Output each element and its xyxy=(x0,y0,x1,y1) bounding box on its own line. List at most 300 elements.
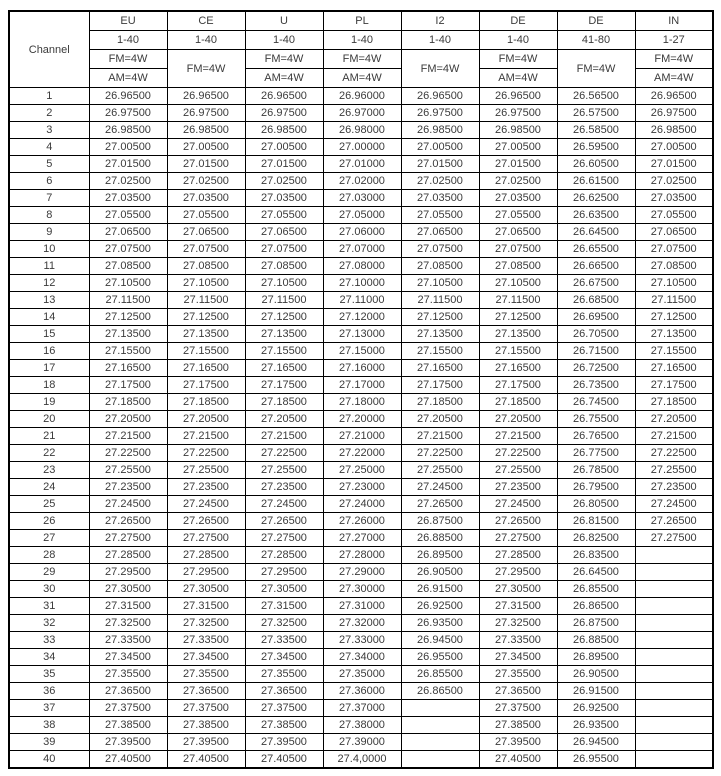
column-mode-am-0: AM=4W xyxy=(89,69,167,88)
frequency-cell: 26.76500 xyxy=(557,428,635,445)
frequency-cell: 27.27500 xyxy=(167,530,245,547)
frequency-cell: 26.59500 xyxy=(557,139,635,156)
frequency-cell: 27.21500 xyxy=(167,428,245,445)
frequency-cell: 27.17500 xyxy=(89,377,167,394)
table-row xyxy=(9,666,713,683)
frequency-cell: 27.36500 xyxy=(479,683,557,700)
table-row xyxy=(9,326,713,343)
frequency-cell: 27.01000 xyxy=(323,156,401,173)
frequency-cell: 27.03000 xyxy=(323,190,401,207)
frequency-cell: 26.75500 xyxy=(557,411,635,428)
frequency-cell: 27.17500 xyxy=(479,377,557,394)
channel-frequency-table xyxy=(8,10,714,769)
table-row xyxy=(9,156,713,173)
frequency-cell: 27.10500 xyxy=(89,275,167,292)
frequency-cell: 26.85500 xyxy=(401,666,479,683)
frequency-cell: 27.08500 xyxy=(401,258,479,275)
channel-cell: 10 xyxy=(9,241,89,258)
frequency-cell: 26.68500 xyxy=(557,292,635,309)
table-row xyxy=(9,734,713,751)
frequency-cell: 27.16500 xyxy=(401,360,479,377)
frequency-cell: 27.17500 xyxy=(635,377,713,394)
frequency-cell: 26.79500 xyxy=(557,479,635,496)
frequency-cell: 27.11500 xyxy=(167,292,245,309)
frequency-cell: 27.05500 xyxy=(167,207,245,224)
frequency-cell: 27.24500 xyxy=(479,496,557,513)
frequency-cell: 26.96500 xyxy=(401,88,479,105)
frequency-cell: 26.70500 xyxy=(557,326,635,343)
frequency-cell: 26.97000 xyxy=(323,105,401,122)
frequency-cell: 27.33500 xyxy=(479,632,557,649)
column-header-i2-4: I2 xyxy=(401,11,479,31)
frequency-cell: 27.35500 xyxy=(89,666,167,683)
frequency-cell: 26.96500 xyxy=(89,88,167,105)
frequency-cell: 26.90500 xyxy=(401,564,479,581)
frequency-cell: 26.86500 xyxy=(557,598,635,615)
frequency-cell: 27.22000 xyxy=(323,445,401,462)
frequency-cell: 27.38500 xyxy=(89,717,167,734)
frequency-cell: 26.73500 xyxy=(557,377,635,394)
channel-cell: 13 xyxy=(9,292,89,309)
column-header-de-5: DE xyxy=(479,11,557,31)
frequency-cell: 27.18000 xyxy=(323,394,401,411)
frequency-cell: 27.37500 xyxy=(245,700,323,717)
table-header xyxy=(9,11,713,88)
channel-cell: 18 xyxy=(9,377,89,394)
frequency-cell: 27.21500 xyxy=(635,428,713,445)
frequency-cell: 27.20500 xyxy=(89,411,167,428)
channel-cell: 28 xyxy=(9,547,89,564)
frequency-cell: 27.29500 xyxy=(479,564,557,581)
frequency-cell: 26.93500 xyxy=(557,717,635,734)
table-row xyxy=(9,343,713,360)
frequency-cell: 27.34500 xyxy=(245,649,323,666)
frequency-cell: 27.40500 xyxy=(89,751,167,769)
frequency-cell: 27.27500 xyxy=(89,530,167,547)
frequency-cell: 27.16000 xyxy=(323,360,401,377)
frequency-cell: 27.03500 xyxy=(401,190,479,207)
channel-cell: 36 xyxy=(9,683,89,700)
frequency-cell: 27.34500 xyxy=(479,649,557,666)
column-range-7: 1-27 xyxy=(635,31,713,50)
frequency-cell: 27.08500 xyxy=(167,258,245,275)
table-row xyxy=(9,649,713,666)
frequency-cell: 27.18500 xyxy=(479,394,557,411)
frequency-cell: 27.07500 xyxy=(89,241,167,258)
table-row xyxy=(9,360,713,377)
frequency-cell: 27.16500 xyxy=(89,360,167,377)
channel-cell: 17 xyxy=(9,360,89,377)
table-row xyxy=(9,530,713,547)
table-row xyxy=(9,581,713,598)
frequency-cell: 26.88500 xyxy=(401,530,479,547)
frequency-cell: 27.27000 xyxy=(323,530,401,547)
frequency-cell: 26.81500 xyxy=(557,513,635,530)
frequency-cell: 27.12500 xyxy=(479,309,557,326)
table-row xyxy=(9,683,713,700)
frequency-cell: 27.25000 xyxy=(323,462,401,479)
frequency-cell: 27.15500 xyxy=(167,343,245,360)
frequency-cell xyxy=(635,700,713,717)
frequency-cell: 26.72500 xyxy=(557,360,635,377)
channel-cell: 40 xyxy=(9,751,89,769)
column-mode-am-7: AM=4W xyxy=(635,69,713,88)
frequency-cell: 26.92500 xyxy=(557,700,635,717)
frequency-cell: 27.05500 xyxy=(479,207,557,224)
table-row xyxy=(9,564,713,581)
table-row xyxy=(9,241,713,258)
table-row xyxy=(9,615,713,632)
frequency-cell xyxy=(635,615,713,632)
frequency-cell: 27.32500 xyxy=(89,615,167,632)
frequency-cell: 27.33500 xyxy=(89,632,167,649)
frequency-cell: 27.30000 xyxy=(323,581,401,598)
table-row xyxy=(9,173,713,190)
frequency-cell: 27.12500 xyxy=(401,309,479,326)
channel-cell: 31 xyxy=(9,598,89,615)
channel-cell: 23 xyxy=(9,462,89,479)
frequency-cell: 27.00500 xyxy=(167,139,245,156)
frequency-cell: 26.97500 xyxy=(401,105,479,122)
frequency-cell: 27.35000 xyxy=(323,666,401,683)
frequency-cell xyxy=(635,717,713,734)
table-row xyxy=(9,751,713,769)
frequency-cell xyxy=(635,632,713,649)
frequency-cell: 27.22500 xyxy=(245,445,323,462)
frequency-cell: 27.29500 xyxy=(89,564,167,581)
frequency-cell: 27.03500 xyxy=(167,190,245,207)
frequency-cell xyxy=(635,734,713,751)
channel-cell: 34 xyxy=(9,649,89,666)
frequency-cell: 27.22500 xyxy=(89,445,167,462)
frequency-cell: 27.35500 xyxy=(479,666,557,683)
frequency-cell: 26.88500 xyxy=(557,632,635,649)
frequency-cell: 27.30500 xyxy=(89,581,167,598)
channel-cell: 20 xyxy=(9,411,89,428)
frequency-cell xyxy=(401,734,479,751)
frequency-cell: 27.07000 xyxy=(323,241,401,258)
frequency-cell: 27.10000 xyxy=(323,275,401,292)
frequency-cell: 26.94500 xyxy=(401,632,479,649)
frequency-cell: 27.17000 xyxy=(323,377,401,394)
frequency-cell: 27.20500 xyxy=(479,411,557,428)
table-row xyxy=(9,275,713,292)
channel-cell: 7 xyxy=(9,190,89,207)
frequency-cell: 26.97500 xyxy=(479,105,557,122)
frequency-cell xyxy=(635,751,713,769)
table-row xyxy=(9,700,713,717)
frequency-cell: 27.11500 xyxy=(479,292,557,309)
column-header-pl-3: PL xyxy=(323,11,401,31)
column-mode-am-2: AM=4W xyxy=(245,69,323,88)
frequency-cell: 27.20500 xyxy=(401,411,479,428)
frequency-cell: 27.25500 xyxy=(479,462,557,479)
frequency-cell: 26.98000 xyxy=(323,122,401,139)
row-header-channel: Channel xyxy=(9,11,89,88)
frequency-cell: 27.21000 xyxy=(323,428,401,445)
frequency-cell: 26.89500 xyxy=(557,649,635,666)
frequency-cell: 26.77500 xyxy=(557,445,635,462)
table-row xyxy=(9,122,713,139)
frequency-cell xyxy=(635,598,713,615)
frequency-cell: 26.89500 xyxy=(401,547,479,564)
frequency-cell: 27.13500 xyxy=(401,326,479,343)
channel-cell: 8 xyxy=(9,207,89,224)
frequency-cell: 27.16500 xyxy=(245,360,323,377)
frequency-cell: 27.23500 xyxy=(479,479,557,496)
frequency-cell: 27.21500 xyxy=(479,428,557,445)
table-row xyxy=(9,292,713,309)
table-row xyxy=(9,411,713,428)
table-row xyxy=(9,394,713,411)
frequency-cell: 27.12500 xyxy=(245,309,323,326)
frequency-cell: 27.32500 xyxy=(245,615,323,632)
frequency-cell: 27.06500 xyxy=(245,224,323,241)
frequency-cell: 27.26500 xyxy=(167,513,245,530)
frequency-cell: 27.36500 xyxy=(167,683,245,700)
column-mode-fm-0: FM=4W xyxy=(89,50,167,69)
frequency-cell: 27.16500 xyxy=(635,360,713,377)
frequency-cell: 27.31000 xyxy=(323,598,401,615)
frequency-cell xyxy=(635,649,713,666)
frequency-cell: 27.00500 xyxy=(89,139,167,156)
frequency-cell: 26.96000 xyxy=(323,88,401,105)
frequency-cell: 27.10500 xyxy=(245,275,323,292)
frequency-cell: 27.02000 xyxy=(323,173,401,190)
frequency-cell: 26.64500 xyxy=(557,564,635,581)
table-row xyxy=(9,598,713,615)
frequency-cell: 26.67500 xyxy=(557,275,635,292)
frequency-cell: 27.33500 xyxy=(167,632,245,649)
column-range-0: 1-40 xyxy=(89,31,167,50)
channel-cell: 33 xyxy=(9,632,89,649)
frequency-cell xyxy=(401,700,479,717)
frequency-cell: 27.28500 xyxy=(167,547,245,564)
frequency-cell: 27.27500 xyxy=(245,530,323,547)
frequency-cell: 27.01500 xyxy=(479,156,557,173)
frequency-cell: 27.03500 xyxy=(89,190,167,207)
frequency-cell: 27.22500 xyxy=(635,445,713,462)
channel-cell: 2 xyxy=(9,105,89,122)
frequency-cell: 26.98500 xyxy=(167,122,245,139)
table-row xyxy=(9,547,713,564)
frequency-cell: 26.98500 xyxy=(635,122,713,139)
frequency-cell: 27.27500 xyxy=(479,530,557,547)
frequency-cell: 27.08000 xyxy=(323,258,401,275)
frequency-cell: 27.38500 xyxy=(245,717,323,734)
frequency-cell: 27.23500 xyxy=(167,479,245,496)
frequency-cell: 27.12500 xyxy=(167,309,245,326)
frequency-cell xyxy=(635,547,713,564)
frequency-cell: 27.29500 xyxy=(167,564,245,581)
frequency-cell: 27.18500 xyxy=(167,394,245,411)
frequency-cell: 27.24500 xyxy=(245,496,323,513)
frequency-cell: 27.26500 xyxy=(635,513,713,530)
frequency-cell: 27.08500 xyxy=(635,258,713,275)
frequency-cell: 27.24500 xyxy=(89,496,167,513)
channel-cell: 30 xyxy=(9,581,89,598)
channel-cell: 24 xyxy=(9,479,89,496)
channel-cell: 6 xyxy=(9,173,89,190)
frequency-cell: 26.71500 xyxy=(557,343,635,360)
frequency-cell: 26.63500 xyxy=(557,207,635,224)
frequency-cell: 27.13000 xyxy=(323,326,401,343)
frequency-cell: 27.01500 xyxy=(167,156,245,173)
frequency-cell: 27.15500 xyxy=(89,343,167,360)
table-row xyxy=(9,445,713,462)
column-mode-fm-3: FM=4W xyxy=(323,50,401,69)
frequency-cell: 26.82500 xyxy=(557,530,635,547)
frequency-cell xyxy=(635,581,713,598)
frequency-cell: 27.02500 xyxy=(89,173,167,190)
frequency-cell: 26.95500 xyxy=(557,751,635,769)
frequency-cell: 26.90500 xyxy=(557,666,635,683)
frequency-cell: 27.36000 xyxy=(323,683,401,700)
frequency-cell: 27.18500 xyxy=(245,394,323,411)
frequency-cell: 27.38500 xyxy=(167,717,245,734)
column-range-3: 1-40 xyxy=(323,31,401,50)
channel-cell: 15 xyxy=(9,326,89,343)
frequency-cell: 27.28500 xyxy=(245,547,323,564)
frequency-cell: 26.65500 xyxy=(557,241,635,258)
channel-cell: 1 xyxy=(9,88,89,105)
table-row xyxy=(9,88,713,105)
frequency-cell: 26.91500 xyxy=(557,683,635,700)
frequency-cell: 27.39500 xyxy=(479,734,557,751)
column-header-ce-1: CE xyxy=(167,11,245,31)
frequency-cell: 27.06500 xyxy=(635,224,713,241)
frequency-cell: 27.37500 xyxy=(167,700,245,717)
frequency-cell: 27.11500 xyxy=(635,292,713,309)
frequency-cell: 27.37500 xyxy=(89,700,167,717)
channel-cell: 29 xyxy=(9,564,89,581)
table-row xyxy=(9,139,713,156)
frequency-cell: 27.35500 xyxy=(245,666,323,683)
frequency-cell: 27.4,0000 xyxy=(323,751,401,769)
frequency-cell: 27.03500 xyxy=(245,190,323,207)
frequency-cell: 26.98500 xyxy=(89,122,167,139)
frequency-cell: 27.29000 xyxy=(323,564,401,581)
frequency-cell: 27.13500 xyxy=(167,326,245,343)
frequency-cell: 27.20500 xyxy=(635,411,713,428)
channel-cell: 39 xyxy=(9,734,89,751)
frequency-cell: 27.37000 xyxy=(323,700,401,717)
frequency-cell: 27.00000 xyxy=(323,139,401,156)
frequency-cell: 27.01500 xyxy=(245,156,323,173)
frequency-cell: 27.08500 xyxy=(479,258,557,275)
column-mode-fm-6: FM=4W xyxy=(557,50,635,88)
frequency-cell xyxy=(635,683,713,700)
frequency-cell: 27.22500 xyxy=(401,445,479,462)
frequency-cell: 27.15500 xyxy=(479,343,557,360)
channel-cell: 12 xyxy=(9,275,89,292)
frequency-cell: 26.86500 xyxy=(401,683,479,700)
column-mode-am-3: AM=4W xyxy=(323,69,401,88)
frequency-cell: 27.08500 xyxy=(245,258,323,275)
column-header-eu-0: EU xyxy=(89,11,167,31)
frequency-cell: 27.06000 xyxy=(323,224,401,241)
frequency-cell: 27.23500 xyxy=(89,479,167,496)
frequency-cell: 27.26000 xyxy=(323,513,401,530)
frequency-cell: 27.24500 xyxy=(167,496,245,513)
frequency-cell: 27.29500 xyxy=(245,564,323,581)
frequency-cell: 27.30500 xyxy=(479,581,557,598)
frequency-cell: 26.94500 xyxy=(557,734,635,751)
frequency-cell: 27.00500 xyxy=(245,139,323,156)
frequency-cell: 27.05500 xyxy=(245,207,323,224)
column-header-u-2: U xyxy=(245,11,323,31)
frequency-cell: 27.30500 xyxy=(167,581,245,598)
frequency-cell: 27.05500 xyxy=(89,207,167,224)
frequency-cell: 27.06500 xyxy=(167,224,245,241)
table-row xyxy=(9,309,713,326)
frequency-cell: 27.02500 xyxy=(479,173,557,190)
frequency-cell: 27.24500 xyxy=(401,479,479,496)
frequency-cell: 27.25500 xyxy=(245,462,323,479)
frequency-cell: 27.13500 xyxy=(635,326,713,343)
frequency-cell: 27.38500 xyxy=(479,717,557,734)
frequency-cell: 27.17500 xyxy=(401,377,479,394)
channel-cell: 37 xyxy=(9,700,89,717)
channel-cell: 26 xyxy=(9,513,89,530)
frequency-cell: 26.87500 xyxy=(401,513,479,530)
channel-cell: 4 xyxy=(9,139,89,156)
frequency-cell: 27.37500 xyxy=(479,700,557,717)
frequency-cell: 26.60500 xyxy=(557,156,635,173)
frequency-cell: 27.10500 xyxy=(167,275,245,292)
frequency-cell: 27.03500 xyxy=(479,190,557,207)
frequency-cell: 26.97500 xyxy=(245,105,323,122)
frequency-cell: 27.27500 xyxy=(635,530,713,547)
frequency-cell: 27.33500 xyxy=(245,632,323,649)
frequency-cell: 26.97500 xyxy=(167,105,245,122)
frequency-cell: 27.18500 xyxy=(401,394,479,411)
frequency-cell xyxy=(635,666,713,683)
frequency-cell: 27.40500 xyxy=(245,751,323,769)
frequency-cell: 26.66500 xyxy=(557,258,635,275)
frequency-cell: 27.32500 xyxy=(167,615,245,632)
frequency-cell: 27.34500 xyxy=(89,649,167,666)
frequency-cell: 27.23000 xyxy=(323,479,401,496)
frequency-cell: 27.02500 xyxy=(635,173,713,190)
frequency-cell: 26.62500 xyxy=(557,190,635,207)
frequency-cell: 27.20500 xyxy=(245,411,323,428)
frequency-cell: 27.17500 xyxy=(167,377,245,394)
frequency-cell: 27.20500 xyxy=(167,411,245,428)
frequency-cell: 27.10500 xyxy=(401,275,479,292)
frequency-cell: 26.93500 xyxy=(401,615,479,632)
frequency-cell: 27.06500 xyxy=(401,224,479,241)
column-range-5: 1-40 xyxy=(479,31,557,50)
table-row xyxy=(9,717,713,734)
table-row xyxy=(9,190,713,207)
frequency-cell: 27.32500 xyxy=(479,615,557,632)
frequency-cell: 27.10500 xyxy=(479,275,557,292)
frequency-cell: 27.32000 xyxy=(323,615,401,632)
frequency-cell: 27.25500 xyxy=(635,462,713,479)
table-row xyxy=(9,207,713,224)
frequency-cell: 27.11500 xyxy=(245,292,323,309)
frequency-cell: 26.96500 xyxy=(479,88,557,105)
column-header-de-6: DE xyxy=(557,11,635,31)
frequency-cell: 27.00500 xyxy=(635,139,713,156)
frequency-cell: 26.57500 xyxy=(557,105,635,122)
frequency-cell: 27.36500 xyxy=(245,683,323,700)
frequency-cell: 27.11000 xyxy=(323,292,401,309)
frequency-cell xyxy=(401,717,479,734)
frequency-cell: 26.95500 xyxy=(401,649,479,666)
table-row xyxy=(9,258,713,275)
